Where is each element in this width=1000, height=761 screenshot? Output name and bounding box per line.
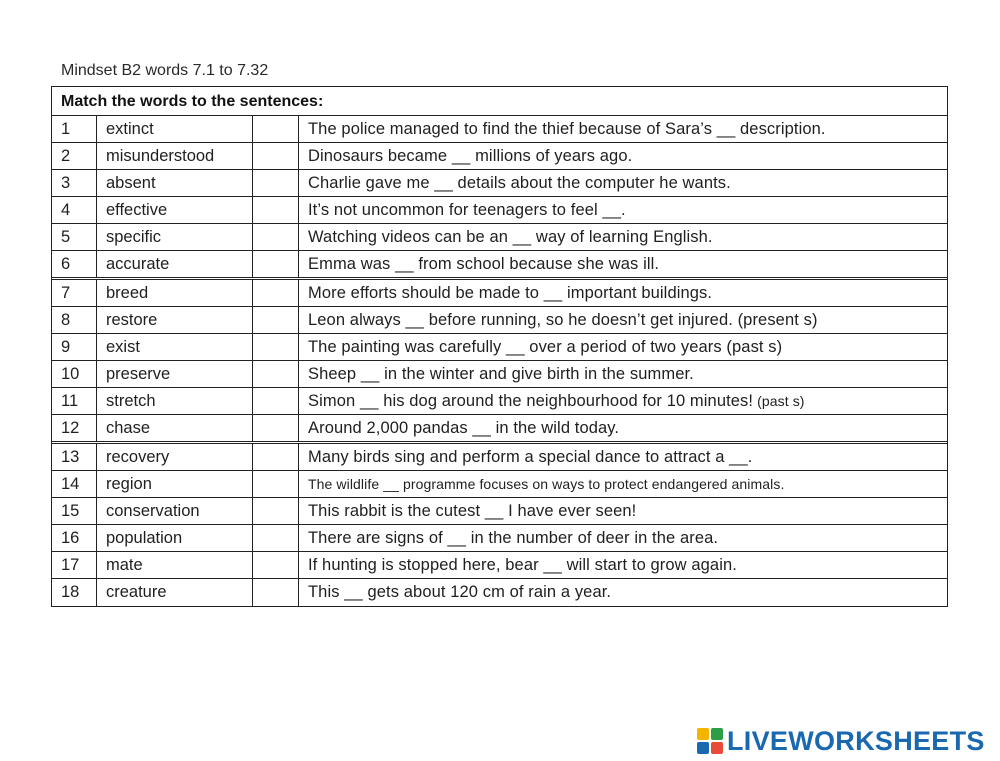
vocabulary-word: creature — [97, 579, 253, 606]
sentence-cell — [299, 334, 947, 360]
row-number: 14 — [52, 471, 97, 497]
row-number: 9 — [52, 334, 97, 360]
answer-box[interactable] — [253, 197, 299, 223]
vocabulary-word: absent — [97, 170, 253, 196]
row-number: 18 — [52, 579, 97, 606]
vocabulary-word: recovery — [97, 444, 253, 470]
table-row — [52, 552, 947, 579]
table-row — [52, 334, 947, 361]
vocabulary-word: misunderstood — [97, 143, 253, 169]
answer-box[interactable] — [253, 361, 299, 387]
sentence-cell — [299, 197, 947, 223]
sentence-text: If hunting is stopped here, bear __ will start to grow again. — [308, 556, 737, 574]
sentence-text: More efforts should be made to __ important buildings. — [308, 284, 713, 302]
worksheet-title: Mindset B2 words 7.1 to 7.32 — [61, 62, 269, 79]
row-number: 2 — [52, 143, 97, 169]
table-row — [52, 444, 947, 471]
row-number: 3 — [52, 170, 97, 196]
sentence-text: Sheep __ in the winter and give birth in the summer. — [308, 365, 694, 383]
table-row — [52, 361, 947, 388]
sentence-cell — [299, 552, 947, 578]
vocabulary-word: extinct — [97, 116, 253, 142]
sentence-cell — [299, 579, 947, 606]
vocabulary-word: conservation — [97, 498, 253, 524]
vocabulary-word: accurate — [97, 251, 253, 277]
table-row — [52, 197, 947, 224]
liveworksheets-brand — [697, 725, 985, 756]
sentence-text: This rabbit is the cutest __ I have ever seen! — [308, 502, 637, 520]
vocabulary-word: breed — [97, 280, 253, 306]
answer-box[interactable] — [253, 388, 299, 414]
row-number: 6 — [52, 251, 97, 277]
row-number: 7 — [52, 280, 97, 306]
table-row — [52, 280, 947, 307]
sentence-cell — [299, 415, 947, 441]
sentence-text: This __ gets about 120 cm of rain a year. — [308, 583, 612, 601]
logo-square — [711, 728, 723, 740]
row-number: 11 — [52, 388, 97, 414]
row-number: 15 — [52, 498, 97, 524]
table-row — [52, 143, 947, 170]
answer-box[interactable] — [253, 579, 299, 606]
vocabulary-word: region — [97, 471, 253, 497]
tense-hint: (past s) — [753, 393, 805, 409]
instruction-heading: Match the words to the sentences: — [52, 87, 947, 116]
row-number: 16 — [52, 525, 97, 551]
sentence-text: Dinosaurs became __ millions of years ago. — [308, 147, 633, 165]
answer-box[interactable] — [253, 444, 299, 470]
table-row — [52, 224, 947, 251]
sentence-cell — [299, 361, 947, 387]
sentence-cell — [299, 498, 947, 524]
row-number: 17 — [52, 552, 97, 578]
liveworksheets-logo-icon — [697, 728, 723, 754]
vocabulary-word: effective — [97, 197, 253, 223]
answer-box[interactable] — [253, 170, 299, 196]
row-number: 4 — [52, 197, 97, 223]
answer-box[interactable] — [253, 116, 299, 142]
table-row — [52, 525, 947, 552]
sentence-cell — [299, 116, 947, 142]
sentence-text: Charlie gave me __ details about the computer he wants. — [308, 174, 731, 192]
sentence-cell — [299, 170, 947, 196]
table-row — [52, 170, 947, 197]
answer-box[interactable] — [253, 415, 299, 441]
sentence-text: Emma was __ from school because she was ill. — [308, 255, 660, 273]
row-number: 12 — [52, 415, 97, 441]
table-body — [52, 116, 947, 606]
answer-box[interactable] — [253, 224, 299, 250]
table-row — [52, 307, 947, 334]
row-number: 1 — [52, 116, 97, 142]
answer-box[interactable] — [253, 552, 299, 578]
vocabulary-word: chase — [97, 415, 253, 441]
answer-box[interactable] — [253, 143, 299, 169]
answer-box[interactable] — [253, 471, 299, 497]
table-row — [52, 116, 947, 143]
table-row — [52, 471, 947, 498]
row-number: 10 — [52, 361, 97, 387]
row-number: 13 — [52, 444, 97, 470]
logo-square — [697, 742, 709, 754]
vocabulary-word: preserve — [97, 361, 253, 387]
answer-box[interactable] — [253, 251, 299, 277]
sentence-text: Around 2,000 pandas __ in the wild today. — [308, 419, 620, 437]
sentence-text: Leon always __ before running, so he doesn’t get injured. (present s) — [308, 311, 818, 329]
sentence-cell — [299, 280, 947, 306]
answer-box[interactable] — [253, 498, 299, 524]
sentence-text: Simon __ his dog around the neighbourhood for 10 minutes! — [308, 392, 754, 410]
sentence-cell — [299, 307, 947, 333]
sentence-cell — [299, 224, 947, 250]
sentence-cell — [299, 388, 947, 414]
logo-square — [711, 742, 723, 754]
row-number: 8 — [52, 307, 97, 333]
table-row — [52, 579, 947, 606]
sentence-text: The painting was carefully __ over a period of two years (past s) — [308, 338, 783, 356]
table-row — [52, 415, 947, 444]
vocabulary-word: exist — [97, 334, 253, 360]
answer-box[interactable] — [253, 280, 299, 306]
brand-name: LIVEWORKSHEETS — [727, 725, 985, 756]
sentence-text: It’s not uncommon for teenagers to feel __. — [308, 201, 626, 219]
table-row — [52, 251, 947, 280]
answer-box[interactable] — [253, 334, 299, 360]
vocabulary-word: specific — [97, 224, 253, 250]
sentence-cell — [299, 143, 947, 169]
answer-box[interactable] — [253, 307, 299, 333]
sentence-text: Many birds sing and perform a special dance to attract a __. — [308, 448, 753, 466]
sentence-text: Watching videos can be an __ way of learning English. — [308, 228, 713, 246]
vocabulary-word: mate — [97, 552, 253, 578]
table-row — [52, 498, 947, 525]
logo-square — [697, 728, 709, 740]
vocabulary-word: restore — [97, 307, 253, 333]
answer-box[interactable] — [253, 525, 299, 551]
sentence-text: There are signs of __ in the number of deer in the area. — [308, 529, 719, 547]
sentence-cell — [299, 471, 947, 497]
sentence-text: The police managed to find the thief because of Sara’s __ description. — [308, 120, 826, 138]
sentence-cell — [299, 444, 947, 470]
vocabulary-word: population — [97, 525, 253, 551]
vocabulary-word: stretch — [97, 388, 253, 414]
table-row — [52, 388, 947, 415]
row-number: 5 — [52, 224, 97, 250]
sentence-cell — [299, 525, 947, 551]
matching-table — [51, 86, 948, 607]
sentence-text: The wildlife __ programme focuses on ways to protect endangered animals. — [308, 476, 785, 492]
sentence-cell — [299, 251, 947, 277]
